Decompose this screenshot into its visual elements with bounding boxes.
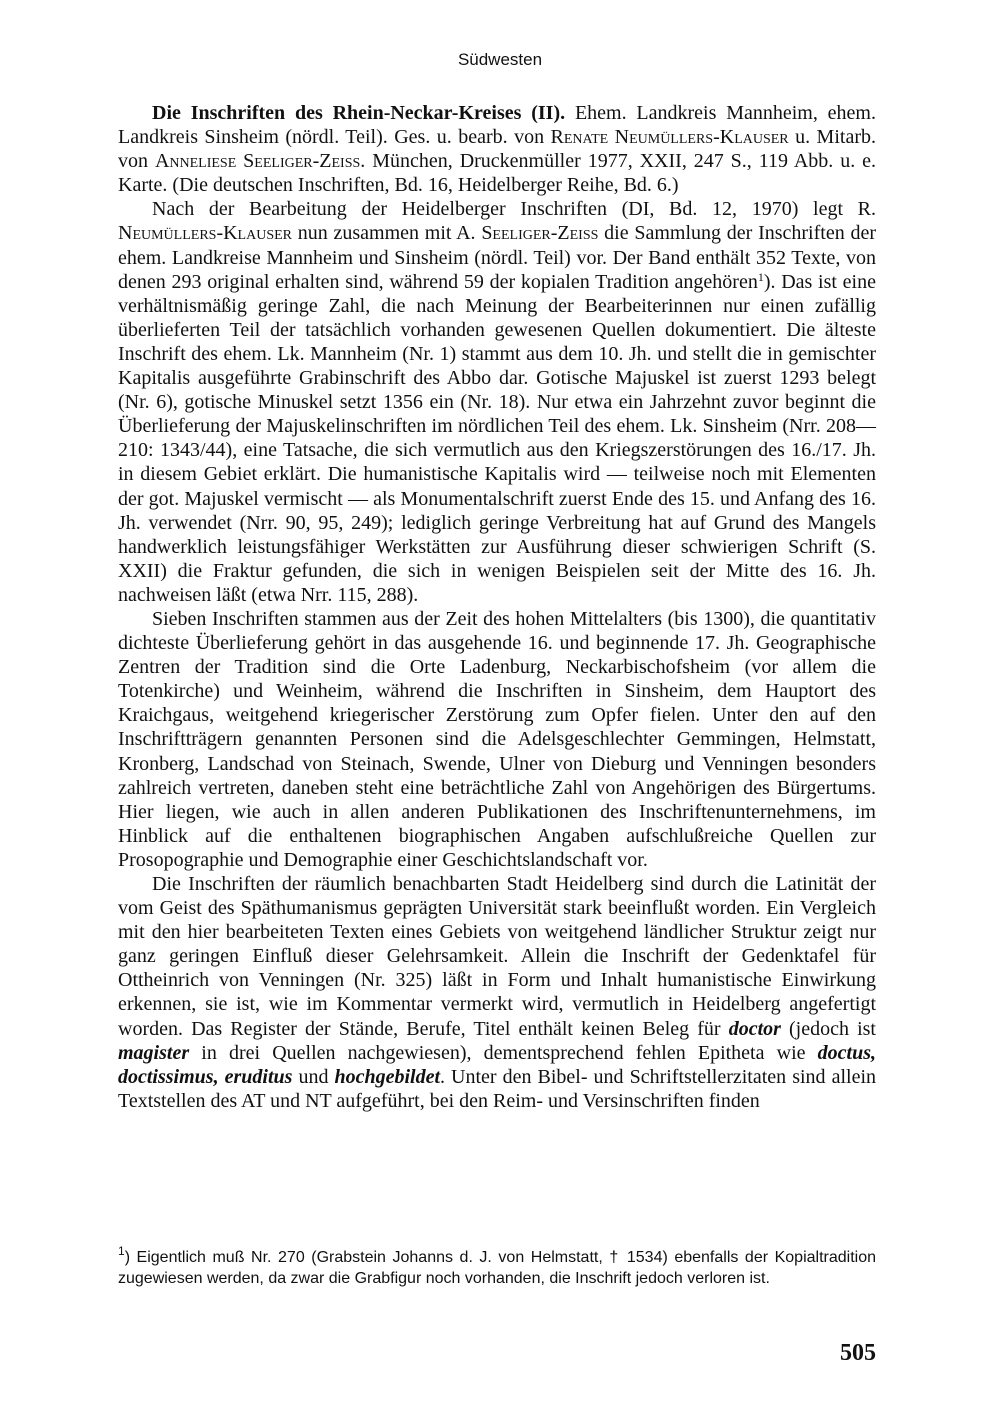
p3-term-doctor: doctor	[728, 1017, 781, 1040]
p1-text-3: die Sammlung der Inschriften der ehem. Landkreise Mannheim und Sinsheim (nördl. Teil) vor. Der Band enthält 352 Texte, von denen 293 original erhalten sind, während 59 der kopialen Tradition angehören	[118, 222, 876, 293]
running-header: Südwesten	[457, 50, 543, 69]
p1-text-4: ). Das ist eine verhältnismäßig geringe Zahl, die nach Meinung der Bearbeiterinnen nur einen zufällig überlieferten Teil der tatsächlich vorhanden gewesenen Quellen dokumentiert. Die älteste Inschrift des ehem. Lk. Mannheim (Nr. 1) stammt aus dem 10. Jh. und stellt die in gemischter Kapitalis ausgeführte Grabinschrift des Abbo dar. Gotische Majuskel ist zuerst 1293 belegt (Nr. 6), gotische Minuskel setzt 1356 ein (Nr. 18). Nur etwa ein Jahrzehnt zuvor beginnt die Überlieferung der Majuskelinschriften im nördlichen Teil des ehem. Lk. Sinsheim (Nrr. 208—210: 1343/44), eine Tatsache, die sich vermutlich aus den Kriegszerstörungen des 16./17. Jh. in diesem Gebiet erklärt. Die humanistische Kapitalis wird — teilweise noch mit Elementen der got. Majuskel vermischt — als Monumentalschrift zuerst Ende des 15. und Anfang des 16. Jh. verwendet (Nrr. 90, 95, 249); lediglich geringe Verbreitung hat auf Grund des Mangels handwerklich leistungsfähiger Werkstätten zur Ausführung dieser schwierigen Schrift (S. XXII) die Fraktur gefunden, die sich in wenigen Beispielen seit der Mitte des 16. Jh. nachweisen läßt (etwa Nrr. 115, 288).	[118, 270, 876, 606]
footnote-marker: 1	[118, 1244, 125, 1258]
page-number: 505	[840, 1340, 876, 1366]
citation-part-1: Ehem. Landkreis Mannheim, ehem. Landkreis Sinsheim (nördl. Teil). Ges. u. bearb. von	[118, 102, 876, 149]
citation-part-2: u. Mitarb. von	[118, 126, 876, 173]
paragraph-3	[118, 872, 876, 1113]
p3-term-hochgebildet: hochgebildet	[334, 1065, 441, 1088]
main-text	[118, 101, 876, 1113]
p1-author-1: Neumüllers-Klauser	[118, 222, 292, 245]
p1-text-2: nun zusammen mit A.	[292, 222, 482, 245]
citation-part-3: . München, Druckenmüller 1977, XXII, 247 S., 119 Abb. u. e. Karte. (Die deutschen Inschriften, Bd. 16, Heidelberger Reihe, Bd. 6.)	[118, 150, 876, 197]
bibliographic-entry	[118, 101, 876, 197]
p1-text-1: Nach der Bearbeitung der Heidelberger Inschriften (DI, Bd. 12, 1970) legt R.	[152, 198, 876, 221]
footnote-reference[interactable]: 1	[757, 269, 764, 284]
entry-title: Die Inschriften des Rhein-Neckar-Kreises (II).	[152, 102, 566, 124]
p3-text-3: in drei Quellen nachgewiesen), dementsprechend fehlen Epitheta wie	[189, 1041, 818, 1064]
p3-term-epitheta: doctus, doctissimus, eruditus	[118, 1041, 876, 1088]
footnote-text: ) Eigentlich muß Nr. 270 (Grabstein Johanns d. J. von Helmstatt, † 1534) ebenfalls der Kopialtradition zugewiesen werden, da zwar die Grabfigur noch vorhanden, die Inschrift jedoch verloren ist.	[118, 1249, 876, 1287]
p1-author-2: Seeliger-Zeiss	[481, 222, 599, 245]
p3-text-1: Die Inschriften der räumlich benachbarten Stadt Heidelberg sind durch die Latinität der vom Geist des Späthumanismus geprägten Universität stark beeinflußt worden. Ein Vergleich mit den hier bearbeiteten Texten eines Gebiets von weitgehend ländlicher Struktur zeigt nur ganz geringen Einfluß dieser Gelehrsamkeit. Allein die Inschrift der Gedenktafel für Ottheinrich von Venningen (Nr. 325) läßt in Form und Inhalt humanistische Einwirkung erkennen, sie ist, wie im Kommentar vermerkt wird, vermutlich in Heidelberg angefertigt worden. Das Register der Stände, Berufe, Titel enthält keinen Beleg für	[118, 873, 876, 1040]
p3-text-4: und	[292, 1065, 335, 1088]
p3-text-2: (jedoch ist	[780, 1017, 876, 1040]
paragraph-1	[118, 197, 876, 607]
p3-term-magister: magister	[118, 1041, 190, 1064]
p3-text-5: . Unter den Bibel- und Schriftstellerzitaten sind allein Textstellen des AT und NT aufgeführt, bei den Reim- und Versinschriften finden	[118, 1065, 876, 1112]
paragraph-2: Sieben Inschriften stammen aus der Zeit des hohen Mittelalters (bis 1300), die quantitativ dichteste Überlieferung gehört in das ausgehende 16. und beginnende 17. Jh. Geographische Zentren der Tradition sind die Orte Ladenburg, Neckarbischofsheim (vor allem die Totenkirche) und Weinheim, während die Inschriften in Sinsheim, dem Hauptort des Kraichgaus, weitgehend kriegerischer Zerstörung zum Opfer fielen. Unter den auf den Inschriftträgern genannten Personen sind die Adelsgeschlechter Gemmingen, Helmstatt, Kronberg, Landschad von Steinach, Swende, Ulner von Dieburg und Venningen besonders zahlreich vertreten, daneben steht eine beträchtliche Zahl von Angehörigen des Bürgertums. Hier liegen, wie auch in allen anderen Publikationen des Inschriftenunternehmens, im Hinblick auf die enthaltenen biographischen Angaben aufschlußreiche Quellen zur Prosopographie und Demographie einer Geschichtslandschaft vor.	[118, 607, 876, 871]
collaborator-name: Anneliese Seeliger-Zeiss	[154, 150, 361, 173]
footnote	[118, 1244, 876, 1289]
editor-name: Renate Neumüllers-Klauser	[550, 126, 789, 149]
